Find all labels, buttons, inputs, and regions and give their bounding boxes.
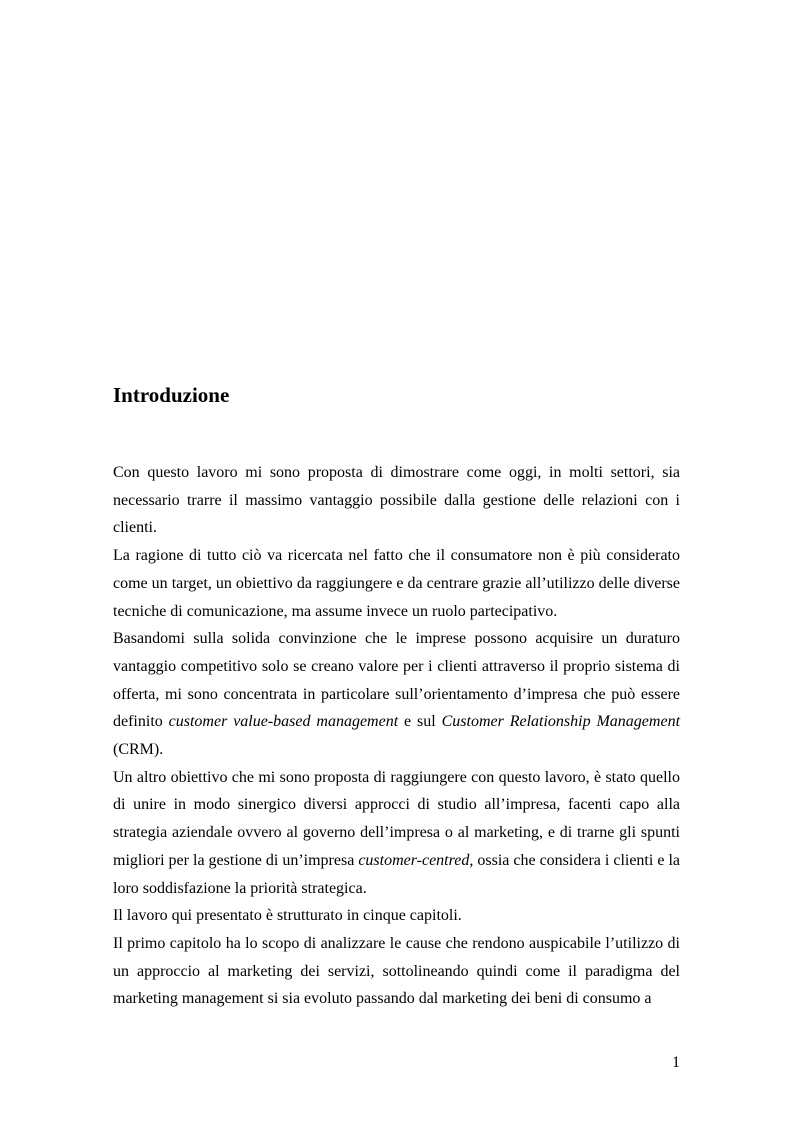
paragraph-6 — [113, 930, 680, 1013]
section-title: Introduzione — [113, 383, 230, 407]
text-run: Il lavoro qui presentato è strutturato in cinque capitoli. — [113, 907, 462, 925]
text-run: Con questo lavoro mi sono proposta di dimostrare come oggi, in molti settori, sia necessario trarre il massimo vantaggio possibile dalla gestione delle relazioni con i clienti. — [113, 464, 680, 537]
text-run-italic: Customer Relationship Management — [441, 713, 681, 731]
paragraph-5 — [113, 902, 680, 930]
text-run: Il primo capitolo ha lo scopo di analizzare le cause che rendono auspicabile l’utilizzo di un approccio al marketing dei servizi, sottolineando quindi come il paradigma del marketing management si sia evoluto passando dal marketing dei beni di consumo a — [113, 934, 680, 1008]
paragraph-3 — [113, 625, 680, 764]
text-run: Un altro obiettivo che mi sono proposta di raggiungere con questo lavoro, è stato quello di unire in modo sinergico diversi approcci di studio all’impresa, facenti capo alla strategia aziendale ovvero al governo dell’impresa o al marketing, e di trarne gli spunti migliori per la gestione di un’impresa — [113, 768, 680, 869]
text-run: Basandomi sulla solida convinzione che le imprese possono acquisire un duraturo vantaggio competitivo solo se creano valore per i clienti attraverso il proprio sistema di offerta, mi sono concentrata in particolare sull’orientamento d’impresa che può essere definito — [113, 630, 680, 731]
text-run-italic: customer value-based management — [168, 713, 399, 731]
text-run: La ragione di tutto ciò va ricercata nel fatto che il consumatore non è più considerato come un target, un obiettivo da raggiungere e da centrare grazie all’utilizzo delle diverse tecniche di comunicazione, ma assume invece un ruolo partecipativo. — [113, 547, 680, 620]
text-run: (CRM). — [113, 741, 164, 759]
text-run: e sul — [398, 713, 442, 731]
paragraph-1 — [113, 459, 680, 542]
page-body — [113, 383, 680, 1013]
paragraph-4 — [113, 764, 680, 903]
page-number: 1 — [672, 1054, 680, 1071]
text-run: , ossia che considera i clienti e la loro soddisfazione la priorità strategica. — [113, 851, 680, 897]
text-run-italic: customer-centred — [358, 851, 470, 869]
paragraph-2 — [113, 542, 680, 625]
